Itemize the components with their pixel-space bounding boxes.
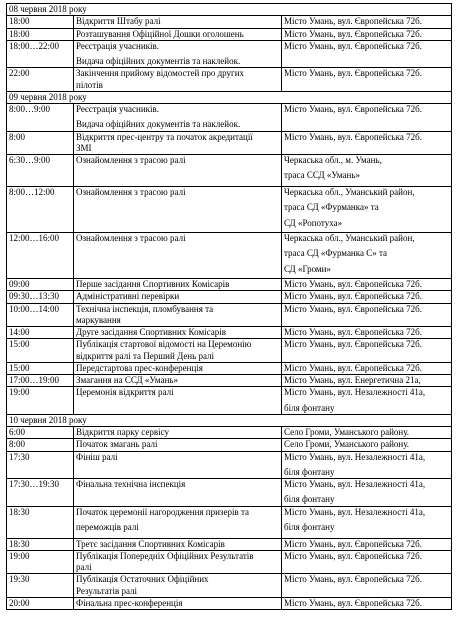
text-line: траса СД «Фурманка» та [284, 202, 379, 213]
text-line: Початок церемонії нагородження призерів та [76, 506, 249, 517]
event-cell [74, 327, 282, 339]
schedule-row [7, 279, 452, 291]
time-cell: 17:00…19:00 [7, 375, 74, 387]
text-line: Розташування Офіційної Дошки оголошень [76, 28, 244, 39]
text-line: Місто Умань, вул. Європейська 72б. [284, 131, 422, 142]
text-line: Місто Умань, вул. Європейська 72б. [284, 303, 422, 314]
text-line: Видача офіційних документів та наклейок. [76, 119, 241, 130]
time-cell: 18:00 [7, 16, 74, 28]
text-line: Фінальна технічна інспекція [76, 479, 186, 489]
text-line: відкриття ралі та Перший День ралі [76, 350, 215, 361]
schedule-row [7, 68, 452, 92]
day-header-row [7, 414, 452, 426]
place-cell [282, 479, 452, 507]
schedule-row [7, 131, 452, 155]
text-line: пілотів [76, 79, 103, 90]
text-line: Відкриття прес-центру та початок акредитації [76, 131, 253, 142]
place-cell [282, 506, 452, 538]
event-cell [74, 68, 282, 92]
text-line: траса ССД «Умань» [284, 170, 360, 181]
schedule-table [6, 3, 452, 610]
place-cell [282, 131, 452, 155]
time-cell: 19:30 [7, 574, 74, 598]
event-cell [74, 427, 282, 439]
day-date: 10 червня 2018 року [7, 414, 452, 426]
text-line: Місто Умань, вул. Європейська 72б. [284, 291, 422, 302]
text-line: Відкриття Штабу ралі [76, 16, 161, 27]
schedule-row [7, 291, 452, 303]
time-cell: 10:00…14:00 [7, 303, 74, 327]
text-line: Черкаська обл., Уманський район, [284, 187, 415, 197]
schedule-row [7, 40, 452, 68]
text-line: Місто Умань, вул. Європейська 72б. [284, 538, 422, 549]
schedule-row [7, 233, 452, 279]
time-cell: 12:00…16:00 [7, 233, 74, 279]
day-date: 09 червня 2018 року [7, 91, 452, 103]
time-cell: 18:00 [7, 28, 74, 40]
time-cell: 14:00 [7, 327, 74, 339]
place-cell [282, 362, 452, 374]
text-line: Публікація Остаточних Офіційних [76, 574, 209, 585]
text-line: Місто Умань, вул. Європейська 72б. [284, 279, 422, 289]
place-cell [282, 104, 452, 132]
time-cell: 8:00…12:00 [7, 187, 74, 233]
text-line: Місто Умань, вул. Незалежності 41а, [284, 387, 426, 398]
text-line: Місто Умань, вул. Європейська 72б. [284, 574, 422, 585]
place-cell [282, 187, 452, 233]
place-cell [282, 28, 452, 40]
event-cell [74, 439, 282, 451]
place-cell [282, 339, 452, 363]
schedule-row [7, 327, 452, 339]
time-cell: 09:00 [7, 279, 74, 291]
time-cell: 6:30…9:00 [7, 155, 74, 187]
text-line: Результатів ралі [76, 585, 138, 596]
schedule-row [7, 538, 452, 550]
text-line: Місто Умань, вул. Європейська 72б. [284, 597, 422, 608]
place-cell [282, 550, 452, 574]
schedule-row [7, 104, 452, 132]
schedule-row [7, 387, 452, 415]
day-header-row [7, 91, 452, 103]
place-cell [282, 451, 452, 479]
text-line: Перше засідання Спортивних Комісарів [76, 279, 230, 289]
time-cell: 15:00 [7, 339, 74, 363]
place-cell [282, 375, 452, 387]
time-cell: 18:30 [7, 506, 74, 538]
text-line: Місто Умань, вул. Європейська 72б. [284, 28, 422, 39]
schedule-row [7, 28, 452, 40]
event-cell [74, 479, 282, 507]
place-cell [282, 303, 452, 327]
text-line: Село Громи, Уманського району. [284, 439, 410, 450]
time-cell: 17:30 [7, 451, 74, 479]
day-header-row [7, 4, 452, 16]
event-cell [74, 28, 282, 40]
text-line: Фінальна прес-конференція [76, 597, 183, 608]
schedule-row [7, 451, 452, 479]
time-cell: 20:00 [7, 597, 74, 609]
event-cell [74, 597, 282, 609]
schedule-row [7, 362, 452, 374]
event-cell [74, 387, 282, 415]
text-line: біля фонтану [284, 466, 335, 477]
time-cell: 15:00 [7, 362, 74, 374]
text-line: Змагання на ССД «Умань» [76, 375, 178, 385]
text-line: Передстартова прес-конференція [76, 362, 203, 373]
place-cell [282, 40, 452, 68]
event-cell [74, 40, 282, 68]
text-line: біля фонтану [284, 494, 335, 505]
text-line: Церемонія відкриття ралі [76, 387, 174, 398]
text-line: Місто Умань, вул. Незалежності 41а, [284, 479, 426, 489]
text-line: Місто Умань, вул. Незалежності 41а, [284, 451, 426, 462]
event-cell [74, 16, 282, 28]
event-cell [74, 233, 282, 279]
time-cell: 18:30 [7, 538, 74, 550]
place-cell [282, 387, 452, 415]
text-line: Реєстрація учасників. [76, 40, 160, 51]
text-line: біля фонтану [284, 402, 335, 413]
place-cell [282, 439, 452, 451]
text-line: Видача офіційних документів та наклейок. [76, 56, 241, 66]
place-cell [282, 427, 452, 439]
event-cell [74, 104, 282, 132]
text-line: Село Громи, Уманського району. [284, 427, 410, 437]
place-cell [282, 279, 452, 291]
text-line: маркування [76, 314, 121, 325]
text-line: Реєстрація учасників. [76, 104, 160, 114]
schedule-row [7, 574, 452, 598]
place-cell [282, 68, 452, 92]
text-line: траса СД «Фурманка С» та [284, 248, 388, 259]
place-cell [282, 233, 452, 279]
schedule-row [7, 339, 452, 363]
place-cell [282, 16, 452, 28]
text-line: Початок змагань ралі [76, 439, 158, 450]
event-cell [74, 375, 282, 387]
text-line: Місто Умань, вул. Європейська 72б. [284, 104, 422, 114]
time-cell: 8:00 [7, 439, 74, 451]
event-cell [74, 362, 282, 374]
place-cell [282, 327, 452, 339]
text-line: Місто Умань, вул. Незалежності 41а, [284, 506, 426, 517]
text-line: Місто Умань, вул. Європейська 72б. [284, 550, 422, 561]
place-cell [282, 291, 452, 303]
day-date: 08 червня 2018 року [7, 4, 452, 16]
place-cell [282, 597, 452, 609]
text-line: Місто Умань, вул. Європейська 72б. [284, 339, 422, 350]
place-cell [282, 574, 452, 598]
text-line: Ознайомлення з трасою ралі [76, 187, 186, 197]
time-cell: 22:00 [7, 68, 74, 92]
text-line: Ознайомлення з трасою ралі [76, 155, 186, 165]
text-line: Черкаська обл., Уманський район, [284, 233, 415, 243]
event-cell [74, 303, 282, 327]
event-cell [74, 506, 282, 538]
text-line: Черкаська обл., м. Умань, [284, 155, 382, 165]
text-line: Місто Умань, вул. Європейська 72б. [284, 362, 422, 373]
event-cell [74, 291, 282, 303]
schedule-row [7, 427, 452, 439]
text-line: переможців ралі [76, 521, 139, 532]
text-line: СД «Ропотуха» [284, 217, 343, 228]
event-cell [74, 574, 282, 598]
place-cell [282, 538, 452, 550]
event-cell [74, 538, 282, 550]
time-cell: 6:00 [7, 427, 74, 439]
schedule-row [7, 506, 452, 538]
schedule-row [7, 375, 452, 387]
text-line: Технічна інспекція, пломбування та [76, 303, 214, 314]
time-cell: 8:00…9:00 [7, 104, 74, 132]
place-cell [282, 155, 452, 187]
time-cell: 8:00 [7, 131, 74, 155]
event-cell [74, 279, 282, 291]
text-line: СД «Громи» [284, 263, 331, 274]
event-cell [74, 339, 282, 363]
text-line: Місто Умань, вул. Енергетична 21а, [284, 375, 421, 385]
text-line: Закінчення прийому відомостей про других [76, 68, 245, 79]
schedule-row [7, 187, 452, 233]
text-line: Ознайомлення з трасою ралі [76, 233, 186, 243]
text-line: Відкриття парку сервісу [76, 427, 169, 437]
text-line: Публікація стартової відомості на Церемонію [76, 339, 252, 350]
text-line: ЗМІ [76, 142, 92, 153]
schedule-row [7, 597, 452, 609]
event-cell [74, 451, 282, 479]
schedule-row [7, 550, 452, 574]
text-line: Фініш ралі [76, 451, 118, 462]
text-line: Місто Умань, вул. Європейська 72б. [284, 327, 422, 337]
text-line: Адміністративні перевірки [76, 291, 180, 302]
text-line: Місто Умань, вул. Європейська 72б. [284, 16, 422, 27]
time-cell: 18:00…22:00 [7, 40, 74, 68]
text-line: Місто Умань, вул. Європейська 72б. [284, 40, 422, 51]
schedule-row [7, 155, 452, 187]
time-cell: 19:00 [7, 387, 74, 415]
schedule-row [7, 16, 452, 28]
text-line: ралі [76, 562, 92, 572]
schedule-row [7, 439, 452, 451]
event-cell [74, 155, 282, 187]
text-line: біля фонтану [284, 521, 335, 532]
schedule-row [7, 303, 452, 327]
time-cell: 19:00 [7, 550, 74, 574]
schedule-row [7, 479, 452, 507]
time-cell: 17:30…19:30 [7, 479, 74, 507]
text-line: Публікація Попередніх Офіційних Результатів [76, 550, 254, 561]
text-line: Третє засідання Спортивних Комісарів [76, 538, 225, 549]
event-cell [74, 187, 282, 233]
text-line: Місто Умань, вул. Європейська 72б. [284, 68, 422, 79]
event-cell [74, 131, 282, 155]
time-cell: 09:30…13:30 [7, 291, 74, 303]
event-cell [74, 550, 282, 574]
schedule-body [7, 4, 452, 610]
text-line: Друге засідання Спортивних Комісарів [76, 327, 226, 337]
